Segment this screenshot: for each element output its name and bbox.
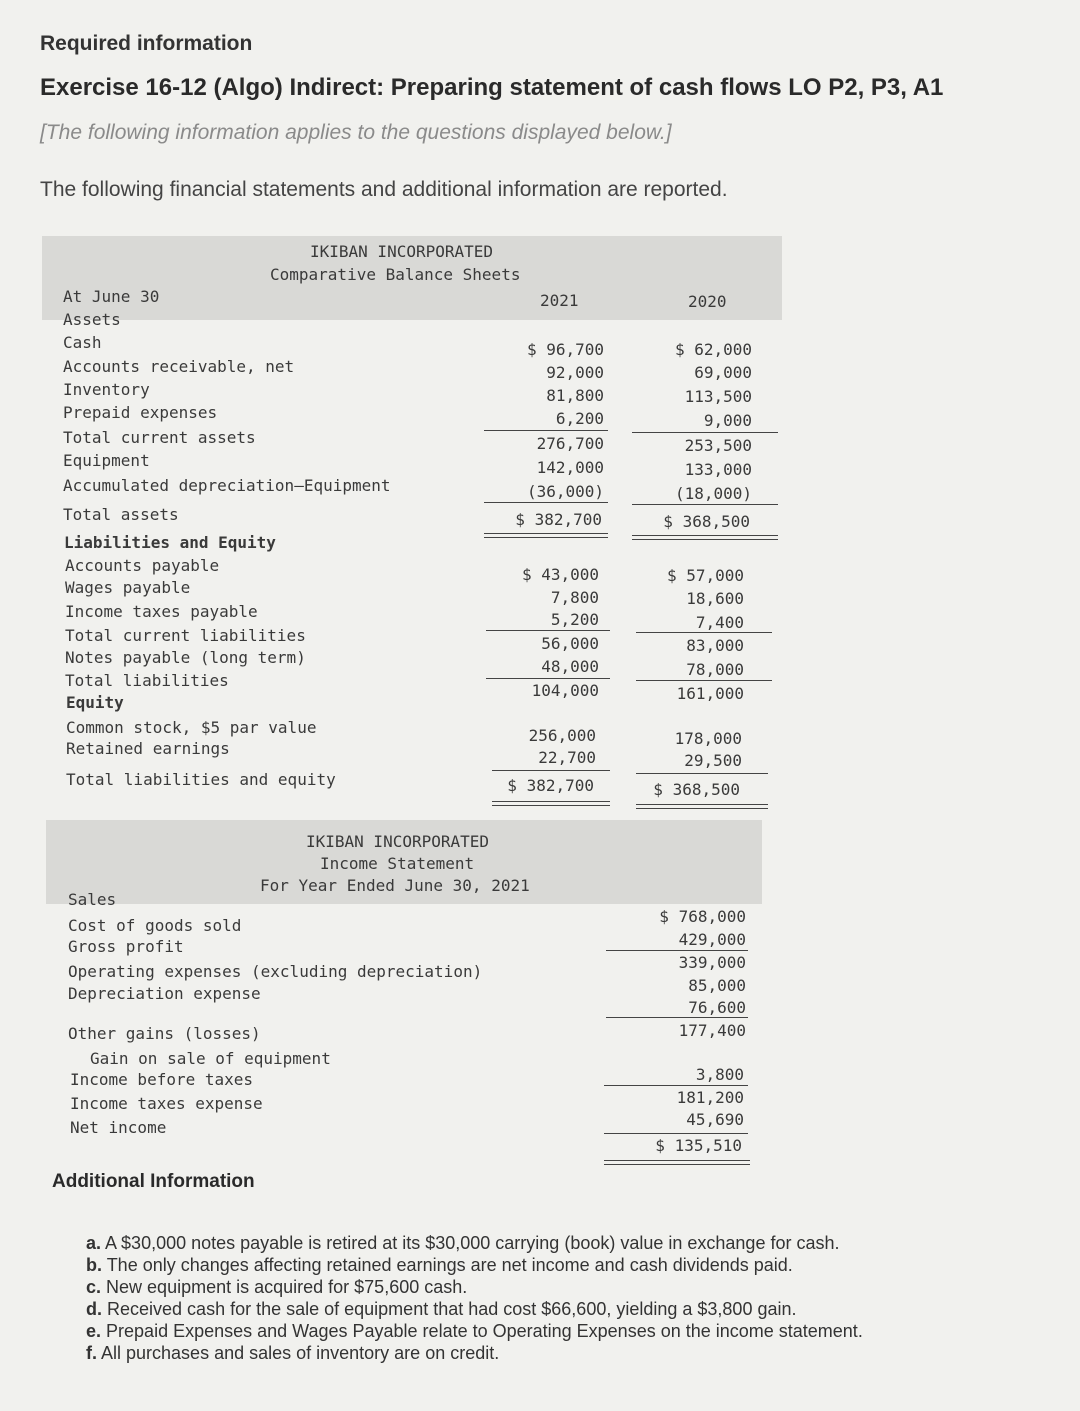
- bs-value-2021: 6,200: [555, 409, 604, 428]
- subtotal-rule: [632, 432, 778, 433]
- bs-value-2021: 48,000: [541, 657, 599, 676]
- item-letter: c.: [86, 1277, 102, 1297]
- is-row-label: Gain on sale of equipment: [90, 1049, 331, 1068]
- subtotal-rule: [606, 950, 748, 951]
- bs-value-2020: $ 368,500: [653, 780, 740, 799]
- bs-value-2020: 133,000: [684, 460, 752, 479]
- bs-row-label: Cash: [63, 333, 102, 352]
- list-item: [86, 1276, 863, 1298]
- total-double-rule: [636, 804, 768, 809]
- list-item: [86, 1254, 863, 1276]
- bs-row-label: Wages payable: [65, 578, 191, 597]
- list-item: [86, 1232, 863, 1254]
- bs-row-label: Accounts payable: [65, 556, 220, 575]
- bs-row-label: Notes payable (long term): [65, 648, 306, 667]
- subtotal-rule: [486, 678, 610, 679]
- bs-row-label: Income taxes payable: [65, 602, 258, 621]
- is-row-label: Other gains (losses): [68, 1024, 261, 1043]
- bs-value-2020: 29,500: [684, 751, 742, 770]
- is-value: $ 768,000: [659, 907, 746, 926]
- subtotal-rule: [484, 502, 608, 503]
- bs-value-2021: 104,000: [531, 681, 599, 700]
- bs-value-2021: $ 382,700: [515, 510, 602, 529]
- bs-value-2021: 142,000: [536, 458, 604, 477]
- item-text: Received cash for the sale of equipment that had cost $66,600, yielding a $3,800 gain.: [107, 1299, 797, 1319]
- is-title: Income Statement: [320, 854, 475, 873]
- bs-col-2021: 2021: [540, 291, 579, 310]
- intro-text: The following financial statements and additional information are reported.: [40, 178, 728, 201]
- is-row-label: Cost of goods sold: [68, 916, 242, 935]
- item-text: New equipment is acquired for $75,600 cash.: [106, 1277, 468, 1297]
- bs-row-label: Inventory: [63, 380, 150, 399]
- bs-value-2020: 253,500: [684, 436, 752, 455]
- required-information-label: Required information: [40, 32, 253, 55]
- bs-value-2021: 276,700: [536, 434, 604, 453]
- is-value: 429,000: [678, 930, 746, 949]
- is-value: 3,800: [695, 1065, 744, 1084]
- subtotal-rule: [636, 773, 768, 774]
- bs-row-label: Accounts receivable, net: [63, 357, 295, 376]
- is-company-name: IKIBAN INCORPORATED: [306, 832, 490, 851]
- bs-value-2020: $ 62,000: [674, 340, 752, 359]
- bs-row-label: Common stock, $5 par value: [66, 718, 317, 737]
- item-letter: a.: [86, 1233, 102, 1253]
- bs-row-label: Retained earnings: [66, 739, 230, 758]
- is-value: 85,000: [688, 976, 746, 995]
- bs-value-2021: (36,000): [526, 482, 604, 501]
- bs-row-label: Equipment: [63, 451, 150, 470]
- bs-row-label: Accumulated depreciation—Equipment: [63, 476, 391, 495]
- item-letter: b.: [86, 1255, 102, 1275]
- item-text: Prepaid Expenses and Wages Payable relate to Operating Expenses on the income statement.: [106, 1321, 863, 1341]
- bs-value-2021: 22,700: [538, 748, 596, 767]
- bs-row-label: Total current liabilities: [65, 626, 306, 645]
- item-text: All purchases and sales of inventory are on credit.: [101, 1343, 500, 1363]
- is-row-label: Operating expenses (excluding depreciation): [68, 962, 483, 981]
- is-value: 181,200: [676, 1088, 744, 1107]
- bs-row-label: Prepaid expenses: [63, 403, 218, 422]
- is-row-label: Depreciation expense: [68, 984, 261, 1003]
- bs-value-2021: 92,000: [546, 363, 604, 382]
- bs-title: Comparative Balance Sheets: [270, 265, 521, 284]
- is-period: For Year Ended June 30, 2021: [260, 876, 530, 895]
- is-value: 177,400: [678, 1021, 746, 1040]
- subtotal-rule: [606, 1017, 748, 1018]
- bs-value-2020: $ 368,500: [663, 512, 750, 531]
- subtotal-rule: [632, 504, 778, 505]
- is-row-label: Sales: [68, 890, 117, 909]
- subtotal-rule: [486, 630, 610, 631]
- additional-information-list: [86, 1232, 863, 1364]
- exercise-title: Exercise 16-12 (Algo) Indirect: Preparing statement of cash flows LO P2, P3, A1: [40, 74, 944, 101]
- bs-row-label: Total current assets: [63, 428, 256, 447]
- is-value: 76,600: [688, 998, 746, 1017]
- bs-value-2021: 56,000: [541, 634, 599, 653]
- bs-value-2021: $ 43,000: [521, 565, 599, 584]
- list-item: [86, 1320, 863, 1342]
- bs-company-name: IKIBAN INCORPORATED: [310, 242, 494, 261]
- applies-note: [The following information applies to the questions displayed below.]: [40, 121, 672, 144]
- item-letter: f.: [86, 1343, 97, 1363]
- list-item: [86, 1342, 863, 1364]
- item-letter: e.: [86, 1321, 102, 1341]
- total-double-rule: [492, 801, 610, 806]
- is-value: 339,000: [678, 953, 746, 972]
- bs-value-2021: 81,800: [546, 386, 604, 405]
- additional-information-heading: Additional Information: [52, 1171, 255, 1192]
- bs-col-2020: 2020: [688, 292, 727, 311]
- bs-value-2020: (18,000): [674, 484, 752, 503]
- bs-date-label: At June 30: [63, 287, 160, 306]
- item-text: A $30,000 notes payable is retired at its $30,000 carrying (book) value in exchange for cash.: [105, 1233, 840, 1253]
- bs-value-2020: 161,000: [676, 684, 744, 703]
- bs-value-2020: 18,600: [686, 589, 744, 608]
- bs-value-2020: 78,000: [686, 660, 744, 679]
- total-double-rule: [632, 535, 778, 540]
- bs-row-label: Total liabilities and equity: [66, 770, 336, 789]
- item-letter: d.: [86, 1299, 102, 1319]
- total-double-rule: [604, 1160, 750, 1165]
- bs-row-label: Total assets: [63, 505, 179, 524]
- subtotal-rule: [484, 430, 608, 431]
- liabilities-equity-heading: Liabilities and Equity: [64, 533, 276, 552]
- is-value: $ 135,510: [655, 1136, 742, 1155]
- is-row-label: Gross profit: [68, 937, 184, 956]
- bs-value-2020: 9,000: [703, 411, 752, 430]
- bs-value-2020: 83,000: [686, 636, 744, 655]
- bs-value-2021: 5,200: [550, 610, 599, 629]
- bs-value-2021: $ 382,700: [507, 776, 594, 795]
- is-row-label: Income before taxes: [70, 1070, 254, 1089]
- subtotal-rule: [604, 1133, 748, 1134]
- is-row-label: Net income: [70, 1118, 167, 1137]
- list-item: [86, 1298, 863, 1320]
- bs-value-2020: 113,500: [684, 387, 752, 406]
- total-double-rule: [484, 533, 608, 538]
- item-text: The only changes affecting retained earnings are net income and cash dividends paid.: [106, 1255, 793, 1275]
- bs-row-label: Total liabilities: [65, 671, 229, 690]
- bs-value-2021: 256,000: [528, 726, 596, 745]
- is-value: 45,690: [686, 1110, 744, 1129]
- bs-value-2020: 178,000: [674, 729, 742, 748]
- bs-value-2020: $ 57,000: [666, 566, 744, 585]
- subtotal-rule: [604, 1085, 748, 1086]
- bs-value-2021: 7,800: [550, 588, 599, 607]
- bs-value-2021: $ 96,700: [526, 340, 604, 359]
- bs-value-2020: 69,000: [694, 363, 752, 382]
- equity-heading: Equity: [66, 693, 124, 712]
- subtotal-rule: [636, 680, 772, 681]
- subtotal-rule: [636, 632, 772, 633]
- bs-value-2020: 7,400: [695, 613, 744, 632]
- assets-heading: Assets: [63, 310, 121, 329]
- subtotal-rule: [492, 770, 610, 771]
- is-row-label: Income taxes expense: [70, 1094, 263, 1113]
